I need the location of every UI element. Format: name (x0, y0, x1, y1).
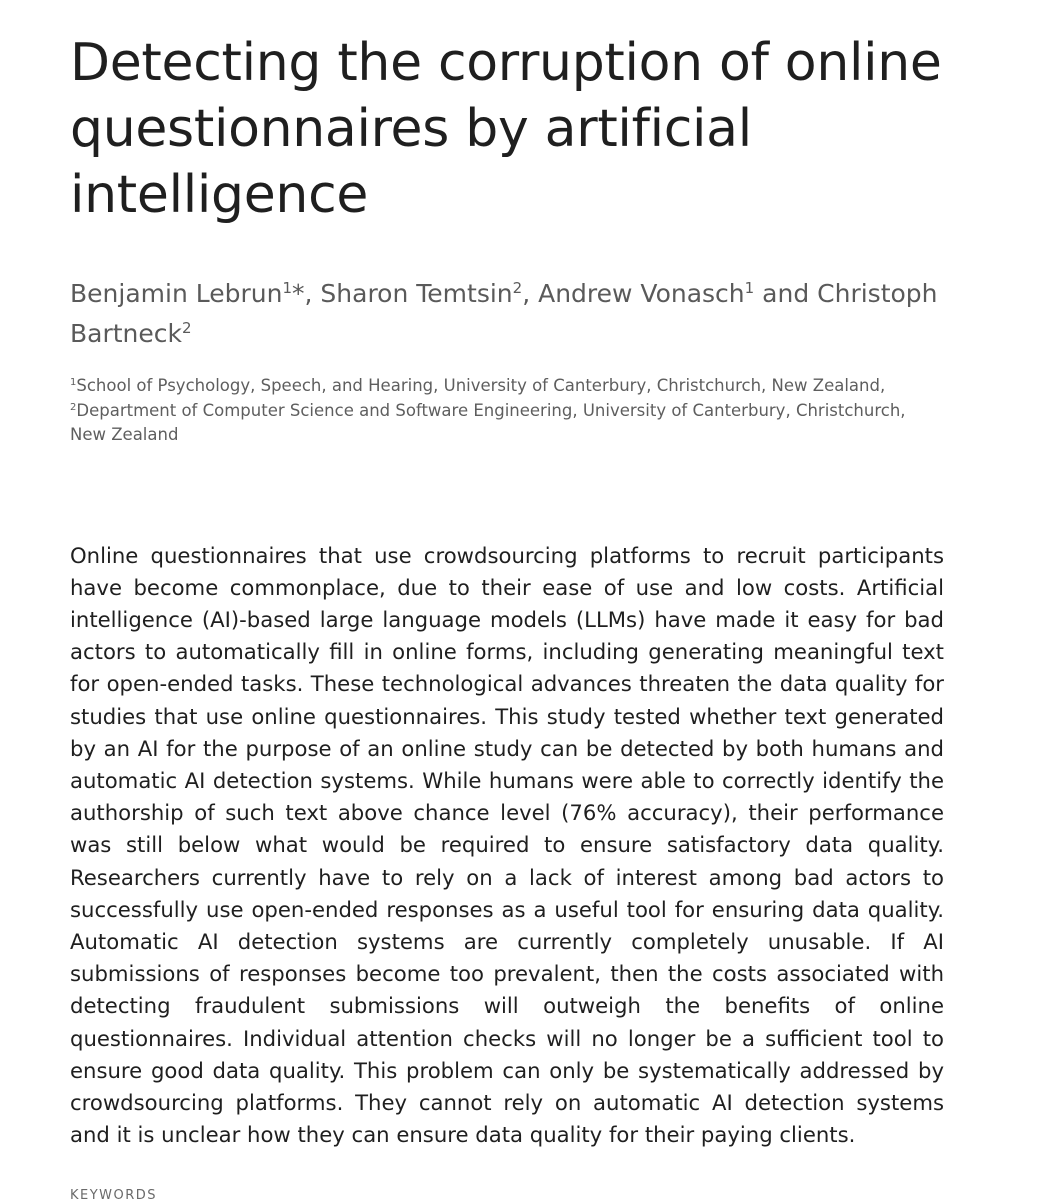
author-affiliation-marker: 2 (182, 319, 192, 337)
keywords-heading: KEYWORDS (70, 1188, 158, 1203)
author-affiliation-marker: 1 (282, 279, 292, 297)
author-affiliation-marker: 2 (512, 279, 523, 297)
paper-title: Detecting the corruption of online questionnaires by artificial intelligence (70, 33, 942, 225)
affiliation-item (70, 374, 944, 399)
author-affiliation-marker: 1 (744, 279, 755, 297)
affiliation-item (70, 399, 944, 448)
article-front-matter (70, 30, 944, 1173)
abstract-text: Online questionnaires that use crowdsourcing platforms to recruit participants have become commonplace, due to their ease of use and low costs. Artificial intelligence (AI)-based large language models (LLMs) have made it easy for bad actors to automatically fill in online forms, including generating meaningful text for open-ended tasks. These technological advances threaten the data quality for studies that use online questionnaires. This study tested whether text generated by an AI for the purpose of an online study can be detected by both humans and automatic AI detection systems. While humans were able to correctly identify the authorship of such text above chance level (76% accuracy), their performance was still below what would be required to ensure satisfactory data quality. Researchers currently have to rely on a lack of interest among bad actors to successfully use open-ended responses as a useful tool for ensuring data quality. Automatic AI detection systems are currently completely unusable. If AI submissions of responses become too prevalent, then the costs associated with detecting fraudulent submissions will outweigh the benefits of online questionnaires. Individual attention checks will no longer be a sufficient tool to ensure good data quality. This problem can only be systematically addressed by crowdsourcing platforms. They cannot rely on automatic AI detection systems and it is unclear how they can ensure data quality for their paying clients. (70, 542, 944, 1148)
affiliation-text: Department of Computer Science and Software Engineering, University of Canterbury, Christchurch, New Zealand (70, 400, 906, 444)
affiliation-number: 1 (70, 377, 77, 388)
author-name: Benjamin Lebrun (70, 279, 283, 308)
affiliation-number: 2 (70, 401, 77, 413)
author-name: Christoph Bartneck (70, 279, 938, 348)
author-list (70, 274, 944, 354)
author-separator: and (754, 279, 818, 308)
affiliation-list (70, 374, 944, 448)
author-separator: *, (292, 279, 321, 308)
affiliation-text: School of Psychology, Speech, and Hearing, University of Canterbury, Christchurch, New Zealand, (76, 376, 886, 395)
author-separator: , (522, 279, 539, 308)
author-name: Sharon Temtsin (320, 279, 513, 308)
author-name: Andrew Vonasch (538, 279, 745, 308)
